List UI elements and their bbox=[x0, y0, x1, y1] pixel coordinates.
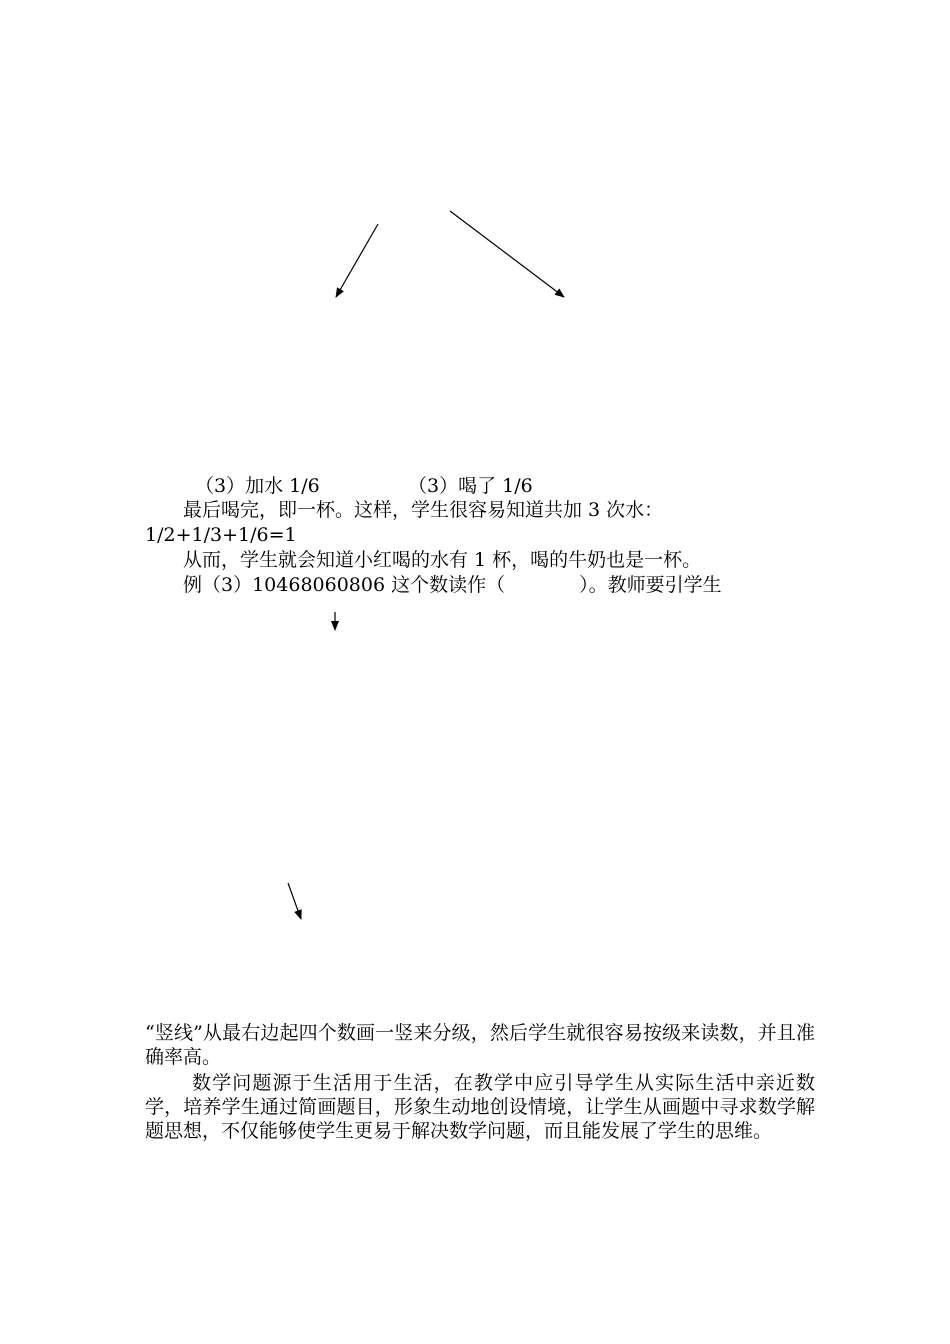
text-line-3: 从而，学生就会知道小红喝的水有 1 杯，喝的牛奶也是一杯。 bbox=[183, 549, 702, 571]
arrow-right-down bbox=[450, 211, 564, 297]
paragraph-2: 数学问题源于生活用于生活，在教学中应引导学生从实际生活中亲近数学，培养学生通过简画题目，形象生动地创设情境，让学生从画题中寻求数学解题思想，不仅能够使学生更易于解决数学问题，而且能发展了学生的思维。 bbox=[145, 1072, 815, 1142]
right-branch-label: （3）喝了 1/6 bbox=[408, 475, 533, 497]
example-line-end: ）。教师要引学生 bbox=[579, 574, 722, 596]
text-line-1: 最后喝完，即一杯。这样，学生很容易知道共加 3 次水： bbox=[183, 499, 664, 521]
example-line bbox=[183, 573, 722, 597]
arrow-diagonal-down bbox=[288, 883, 301, 919]
example-line-start: 例（3）10468060806 这个数读作（ bbox=[183, 574, 506, 596]
equation-line: 1/2+1/3+1/6=1 bbox=[145, 524, 297, 546]
arrow-left-down bbox=[336, 224, 378, 297]
left-branch-label: （3）加水 1/6 bbox=[195, 475, 320, 497]
paragraph-1: “竖线”从最右边起四个数画一竖来分级，然后学生就很容易按级来读数，并且准确率高。 bbox=[145, 1022, 815, 1068]
